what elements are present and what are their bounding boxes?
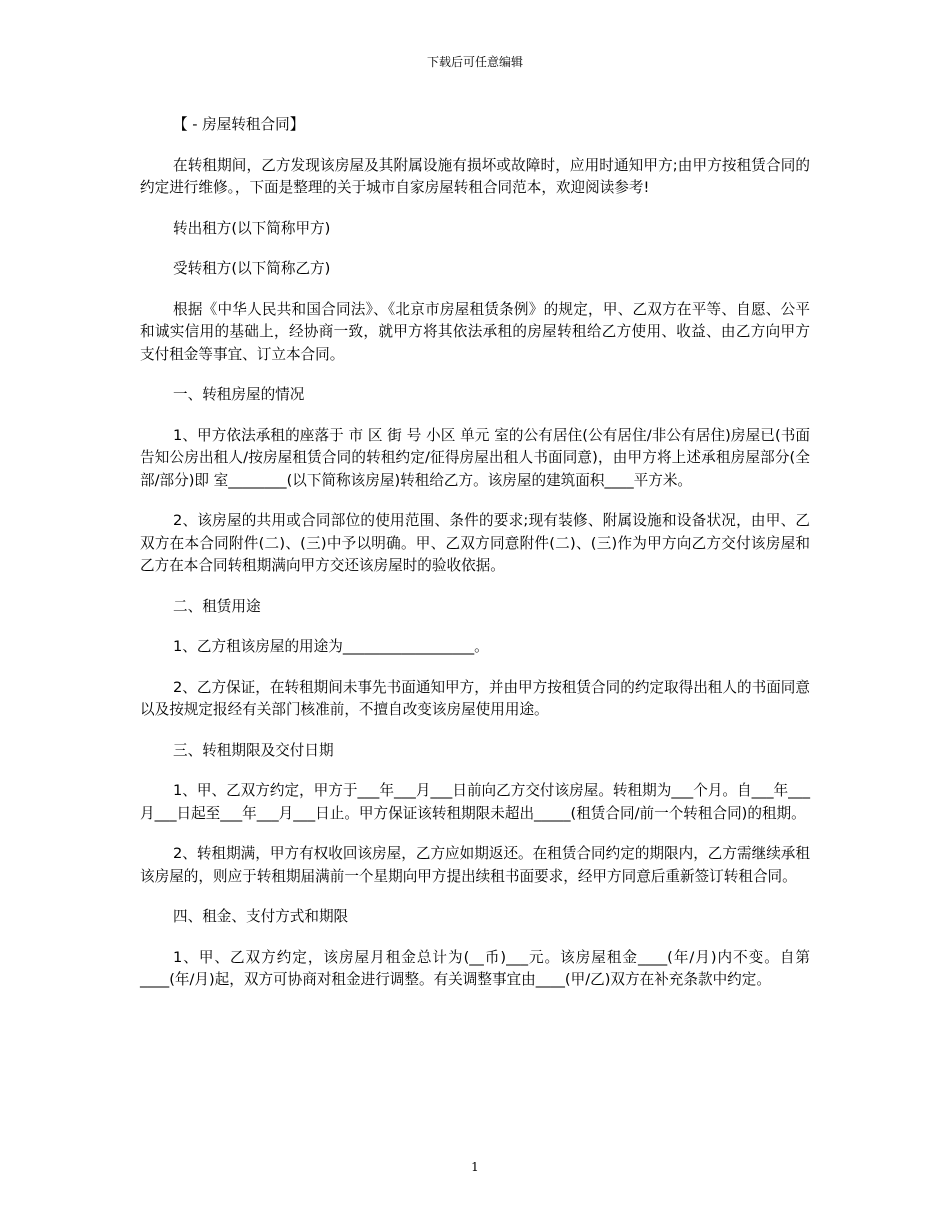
clause-3-2: 2、转租期满，甲方有权收回该房屋，乙方应如期返还。在租赁合同约定的期限内，乙方需继续承租该房屋的，则应于转租期届满前一个星期向甲方提出续租书面要求，经甲方同意后重新签订转租合同。 xyxy=(140,845,810,885)
clause-2-2: 2、乙方保证，在转租期间未事先书面通知甲方，并由甲方按租赁合同的约定取得出租人的书面同意以及按规定报经有关部门核准前，不擅自改变该房屋使用用途。 xyxy=(140,678,810,718)
legal-basis-paragraph: 根据《中华人民共和国合同法》、《北京市房屋租赁条例》的规定，甲、乙双方在平等、自愿、公平和诚实信用的基础上，经协商一致，就甲方将其依法承租的房屋转租给乙方使用、收益、由乙方向甲方支付租金等事宜、订立本合同。 xyxy=(140,300,810,363)
section-heading-4: 四、租金、支付方式和期限 xyxy=(173,908,349,925)
section-heading-2: 二、租赁用途 xyxy=(173,597,261,615)
clause-1-2: 2、该房屋的共用或合同部位的使用范围、条件的要求;现有装修、附属设施和设备状况，由甲、乙双方在本合同附件(二)、(三)中予以明确。甲、乙双方同意附件(二)、(三)作为甲方向乙方交付该房屋和乙方在本合同转租期满向甲方交还该房屋时的验收依据。 xyxy=(140,512,810,574)
section-heading-1: 一、转租房屋的情况 xyxy=(173,386,305,403)
clause-3-1: 1、甲、乙双方约定，甲方于___年___月___日前向乙方交付该房屋。转租期为___个月。自___年___月___日起至___年___月___日止。甲方保证该转租期限未超出_____(租赁合同/前一个转租合同)的租期。 xyxy=(140,782,810,822)
clause-2-1: 1、乙方租该房屋的用途为__________________。 xyxy=(173,638,489,655)
party-a-line: 转出租方(以下简称甲方) xyxy=(173,219,331,237)
clause-1-1: 1、甲方依法承租的座落于 市 区 街 号 小区 单元 室的公有居住(公有居住/非公有居住)房屋已(书面告知公房出租人/按房屋租赁合同的转租约定/征得房屋出租人书面同意)，由甲方将上述承租房屋部分(全部/部分)即 室________(以下简称该房屋)转租给乙方。该房屋的建筑面积____平方米。 xyxy=(140,426,810,489)
party-b-line: 受转租方(以下简称乙方) xyxy=(173,260,331,277)
section-heading-3: 三、转租期限及交付日期 xyxy=(173,741,334,759)
page-number: 1 xyxy=(471,1160,479,1174)
document-body xyxy=(140,114,810,1010)
document-title: 【 - 房屋转租合同】 xyxy=(173,116,305,133)
page-header: 下载后可任意编辑 xyxy=(426,55,523,69)
intro-paragraph: 在转租期间，乙方发现该房屋及其附属设施有损坏或故障时，应用时通知甲方;由甲方按租赁合同的约定进行维修。，下面是整理的关于城市自家房屋转租合同范本，欢迎阅读参考! xyxy=(140,156,810,196)
clause-4-1: 1、甲、乙双方约定，该房屋月租金总计为(__币)___元。该房屋租金____(年/月)内不变。自第____(年/月)起，双方可协商对租金进行调整。有关调整事宜由____(甲/乙)双方在补充条款中约定。 xyxy=(140,948,810,988)
